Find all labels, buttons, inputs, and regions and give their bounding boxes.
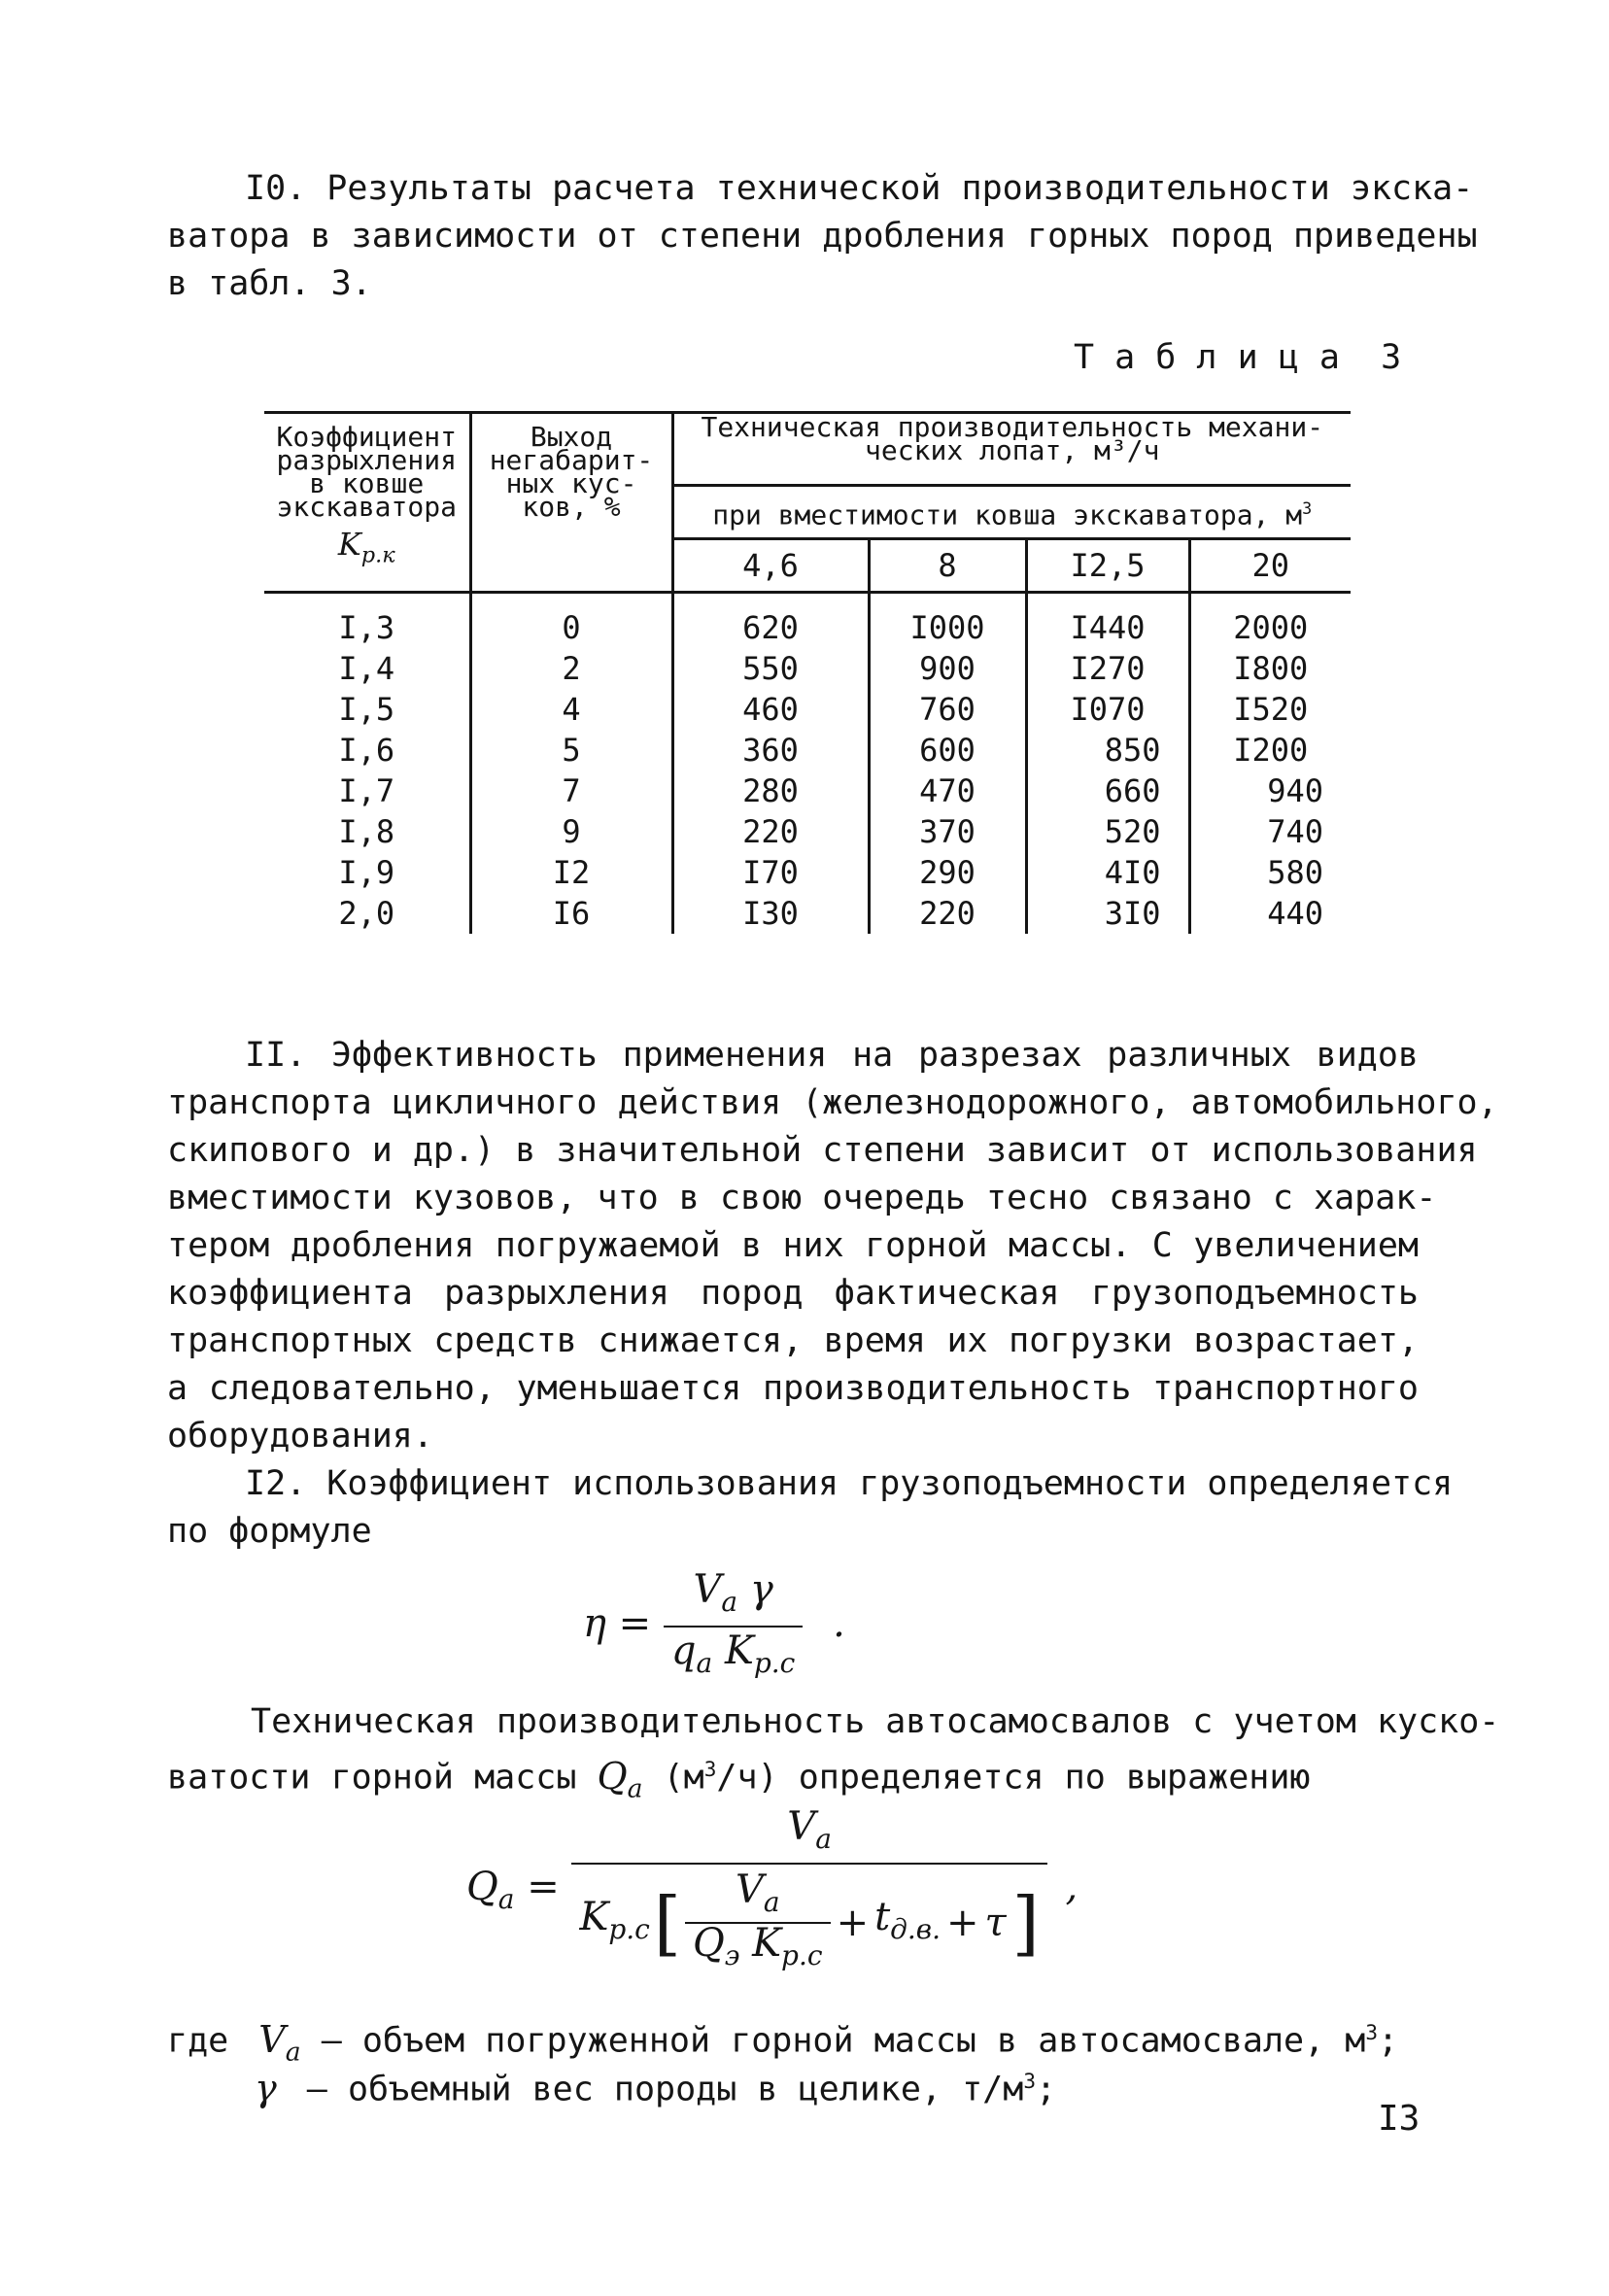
formula-fraction: $V_a$ $K_{р.с}$ [ $\frac{V_a}{Q_э K_{р.с}}$ + $t_{д.в.}$ + τ ] — [571, 1803, 1046, 1975]
paragraph-line: ватора в зависимости от степени дробления горных пород приведены — [167, 217, 1478, 256]
paragraph-11 — [167, 1032, 1498, 1460]
paragraph-line: I2. Коэффициент использования грузоподъемности определяется — [245, 1464, 1454, 1503]
formula-truck-productivity: $Q_a$ = $V_a$ $K_{р.с}$ [ $\frac{V_a}{Q_э K_{р.с}}$ + $t_{д.в.}$ + τ ] , — [466, 1803, 1078, 1975]
paragraph-12 — [167, 1460, 1454, 1556]
table-row: I,3 0 620 I000 I440 2000 — [264, 593, 1351, 649]
paragraph-10 — [167, 165, 1478, 308]
paragraph-line: скипового и др.) в значительной степени зависит от использования — [167, 1131, 1478, 1170]
capacity-col: 4,6 — [672, 539, 869, 593]
paragraph-line: коэффициента разрыхления пород фактическая грузоподъемность — [167, 1274, 1419, 1313]
table-caption: Т а б л и ц а 3 — [1074, 338, 1402, 377]
table-row: I,6 5 360 600 850 I200 — [264, 730, 1351, 771]
coef-symbol: $K_{р.к}$ — [337, 526, 395, 568]
where-line-1: где $V_a$ – объем погруженной горной массы в автосамосвале, $м^3$; — [167, 2017, 1399, 2068]
header-line: негабарит- — [489, 444, 654, 476]
table-row: I,7 7 280 470 660 940 — [264, 771, 1351, 811]
paragraph-line: по формуле — [167, 1512, 372, 1551]
header-line: Коэффициент — [276, 421, 457, 453]
header-line: ных кус- — [505, 467, 637, 499]
paragraph-line: Техническая производительность автосамосвалов с учетом куско- — [251, 1702, 1500, 1741]
paragraph-line: II. Эффективность применения на разрезах различных видов — [245, 1036, 1419, 1075]
paragraph-line: в табл. 3. — [167, 264, 372, 303]
header-line: разрыхления — [276, 444, 457, 476]
header-line: Техническая производительность механи- — [701, 411, 1324, 443]
paragraph-line: I0. Результаты расчета технической производительности экска- — [245, 169, 1474, 208]
header-line: ческих лопат, м³/ч — [865, 434, 1160, 466]
page-number: I3 — [1378, 2099, 1421, 2139]
formula-fraction: $\frac{V_a \gamma}{q_a K_{р.с}}$ — [664, 1566, 803, 1687]
table-row: I,4 2 550 900 I270 I800 — [264, 648, 1351, 689]
table-3 — [264, 411, 1351, 934]
paragraph-line: ватости горной массы $Q_a$ $(м^3/ч)$ определяется по выражению — [167, 1754, 1311, 1804]
subgroup-header-capacity: при вместимости ковша экскаватора, $м^3$ — [672, 486, 1351, 539]
header-line: экскаватора — [276, 491, 457, 523]
paragraph-line: вместимости кузовов, что в свою очередь тесно связано с харак- — [167, 1179, 1437, 1217]
col-header-output — [470, 413, 672, 593]
capacity-col: 8 — [869, 539, 1026, 593]
table-row: I,5 4 460 760 I070 I520 — [264, 689, 1351, 730]
table-row: I,9 I2 I70 290 4I0 580 — [264, 852, 1351, 893]
table-row: 2,0 I6 I30 220 3I0 440 — [264, 893, 1351, 934]
col-header-coefficient — [264, 413, 470, 593]
header-line: Выход — [530, 421, 613, 453]
group-header-productivity — [672, 413, 1351, 486]
capacity-col: 20 — [1189, 539, 1351, 593]
paragraph-line: а следовательно, уменьшается производительность транспортного — [167, 1369, 1419, 1408]
paragraph-line: оборудования. — [167, 1417, 433, 1456]
header-line: ков, % — [522, 491, 621, 523]
paragraph-line: тером дробления погружаемой в них горной массы. С увеличением — [167, 1226, 1419, 1265]
paragraph-line: транспорта цикличного действия (железнодорожного, автомобильного, — [167, 1083, 1498, 1122]
paragraph-line: транспортных средств снижается, время их погрузки возрастает, — [167, 1321, 1419, 1360]
header-line: в ковше — [309, 467, 425, 499]
formula-lhs: $Q_a$ = — [466, 1864, 560, 1915]
paragraph-13 — [167, 1698, 1500, 1812]
formula-load-utilization: η = $\frac{V_a \gamma}{q_a K_{р.с}}$ . — [583, 1566, 845, 1687]
formula-lhs: η = — [583, 1601, 652, 1646]
table-row: I,8 9 220 370 520 740 — [264, 811, 1351, 852]
where-line-2: γ – объемный вес породы в целике, $т/м^3$; — [255, 2066, 1057, 2109]
capacity-col: I2,5 — [1026, 539, 1189, 593]
